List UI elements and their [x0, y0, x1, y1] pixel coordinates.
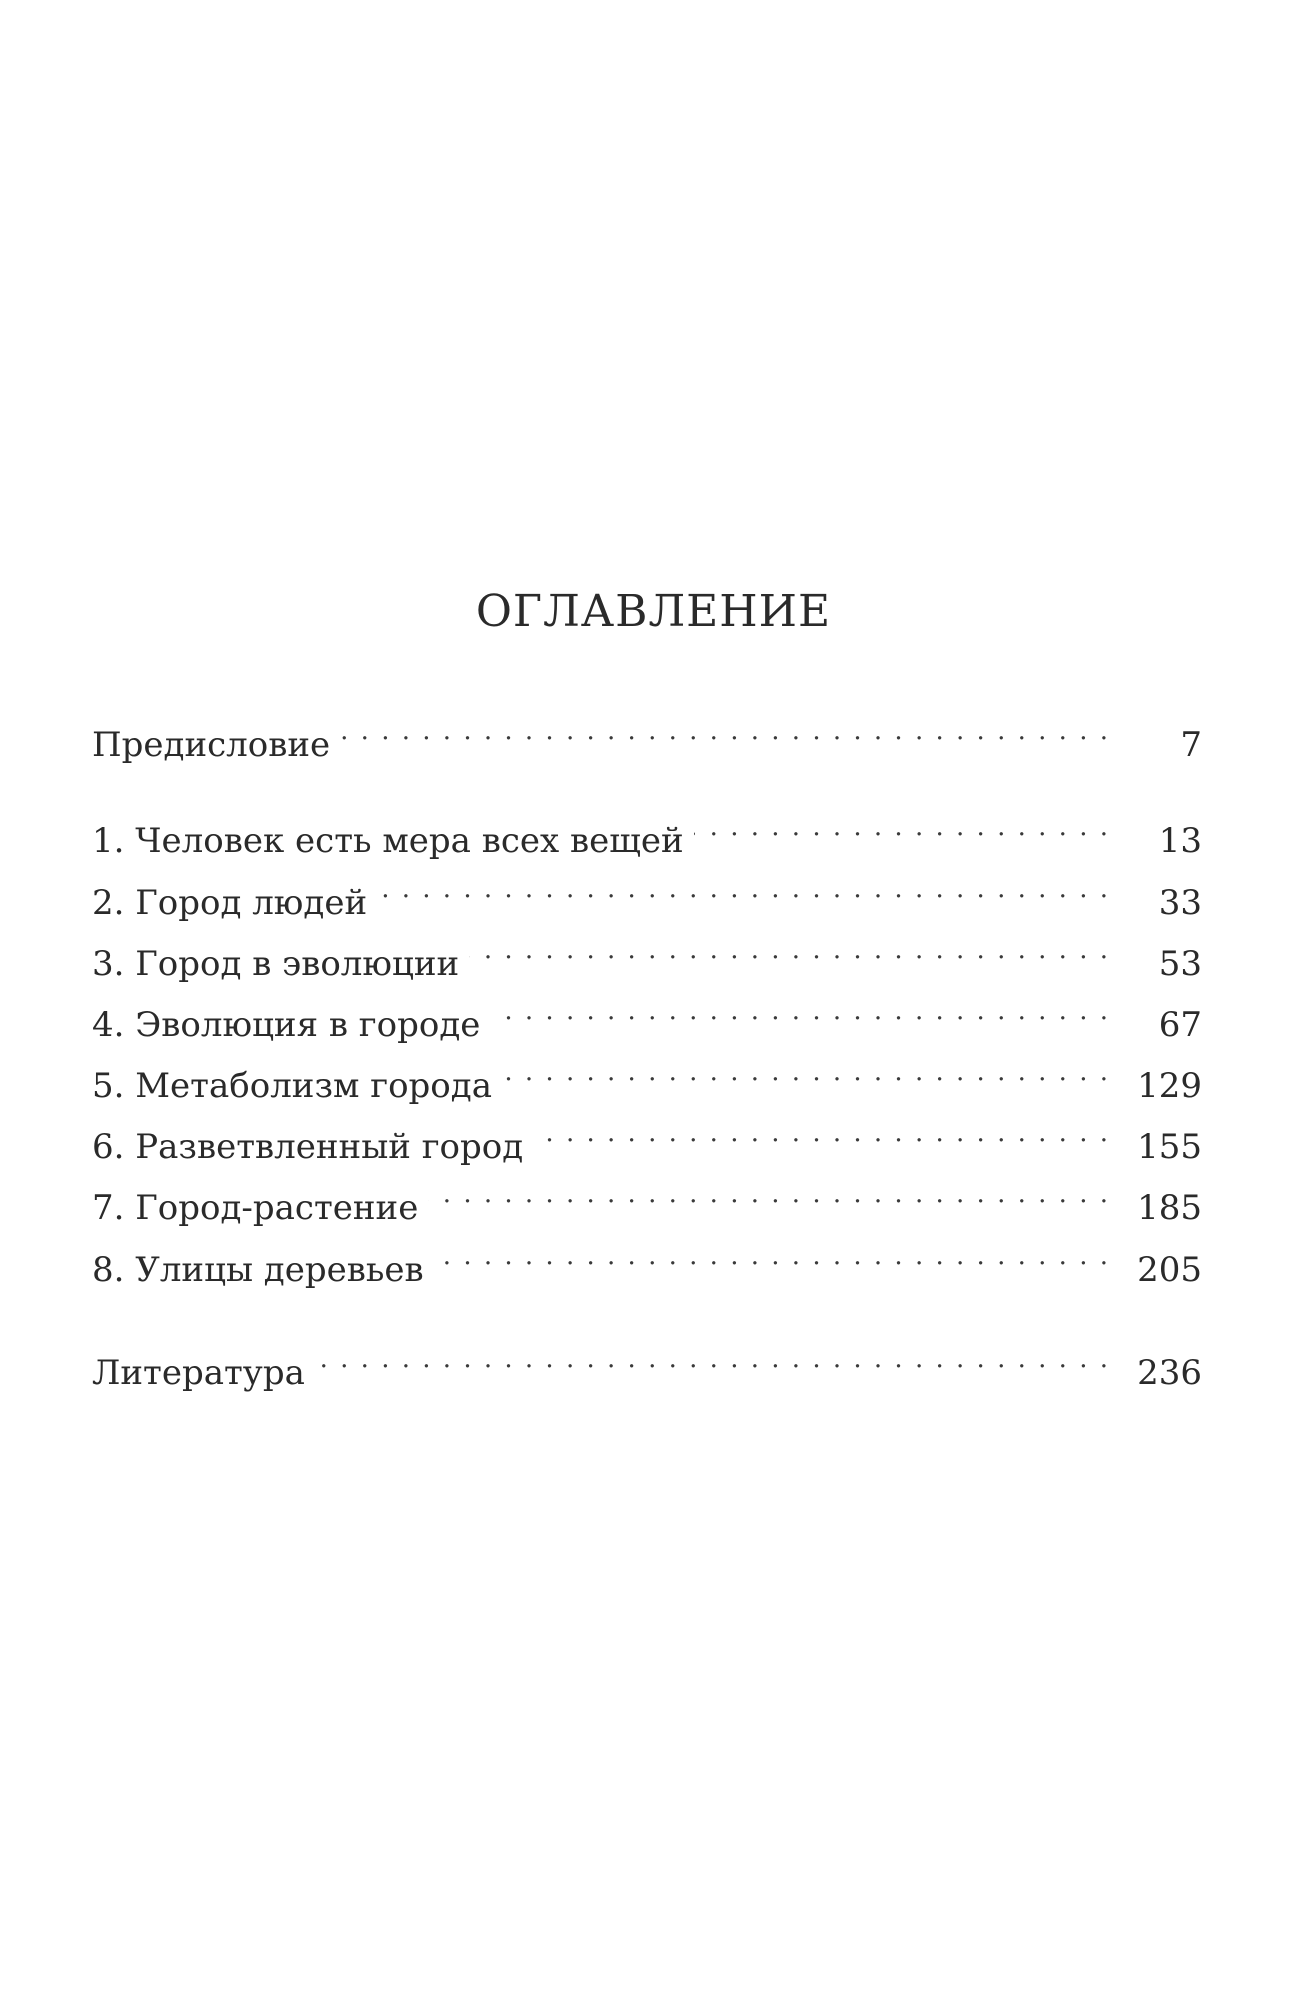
entry-title: 7. Город-растение — [92, 1188, 419, 1228]
entry-page-number: 155 — [1137, 1127, 1202, 1167]
dot-leader — [377, 864, 1110, 914]
toc-entry-chapter-1[interactable] — [92, 802, 1202, 861]
dot-leader — [469, 925, 1110, 975]
entry-page-number: 67 — [1158, 1005, 1202, 1045]
entry-title: 4. Эволюция в городе — [92, 1005, 481, 1045]
toc-entry-chapter-2[interactable] — [92, 864, 1202, 923]
entry-page-number: 53 — [1158, 944, 1202, 984]
entry-title: 2. Город людей — [92, 883, 368, 923]
page-title: ОГЛАВЛЕНИЕ — [475, 586, 832, 637]
toc-entry-chapter-4[interactable] — [92, 986, 1202, 1045]
entry-page-number: 33 — [1158, 883, 1202, 923]
dot-leader — [490, 986, 1110, 1036]
entry-page-number: 129 — [1137, 1066, 1202, 1106]
entry-title: 1. Человек есть мера всех вещей — [92, 821, 684, 861]
dot-leader — [502, 1047, 1110, 1097]
dot-leader — [533, 1108, 1110, 1158]
toc-entry-bibliography[interactable] — [92, 1334, 1202, 1393]
toc-entry-chapter-7[interactable] — [92, 1169, 1202, 1228]
dot-leader — [340, 706, 1110, 756]
entry-page-number: 205 — [1137, 1250, 1202, 1290]
dot-leader — [315, 1334, 1110, 1384]
entry-title: 5. Метаболизм города — [92, 1066, 492, 1106]
dot-leader — [694, 802, 1110, 852]
toc-entry-chapter-3[interactable] — [92, 925, 1202, 984]
entry-title: 3. Город в эволюции — [92, 944, 460, 984]
entry-page-number: 185 — [1137, 1188, 1202, 1228]
dot-leader — [434, 1231, 1110, 1281]
toc-entry-chapter-6[interactable] — [92, 1108, 1202, 1167]
entry-page-number: 13 — [1158, 821, 1202, 861]
entry-title: Предисловие — [92, 725, 331, 765]
toc-entry-chapter-5[interactable] — [92, 1047, 1202, 1106]
entry-page-number: 7 — [1180, 725, 1202, 765]
entry-title: 8. Улицы деревьев — [92, 1250, 424, 1290]
toc-entry-preface[interactable] — [92, 706, 1202, 765]
dot-leader — [428, 1169, 1110, 1219]
entry-title: Литература — [92, 1353, 305, 1393]
entry-page-number: 236 — [1137, 1353, 1202, 1393]
toc-entry-chapter-8[interactable] — [92, 1231, 1202, 1290]
entry-title: 6. Разветвленный город — [92, 1127, 524, 1167]
